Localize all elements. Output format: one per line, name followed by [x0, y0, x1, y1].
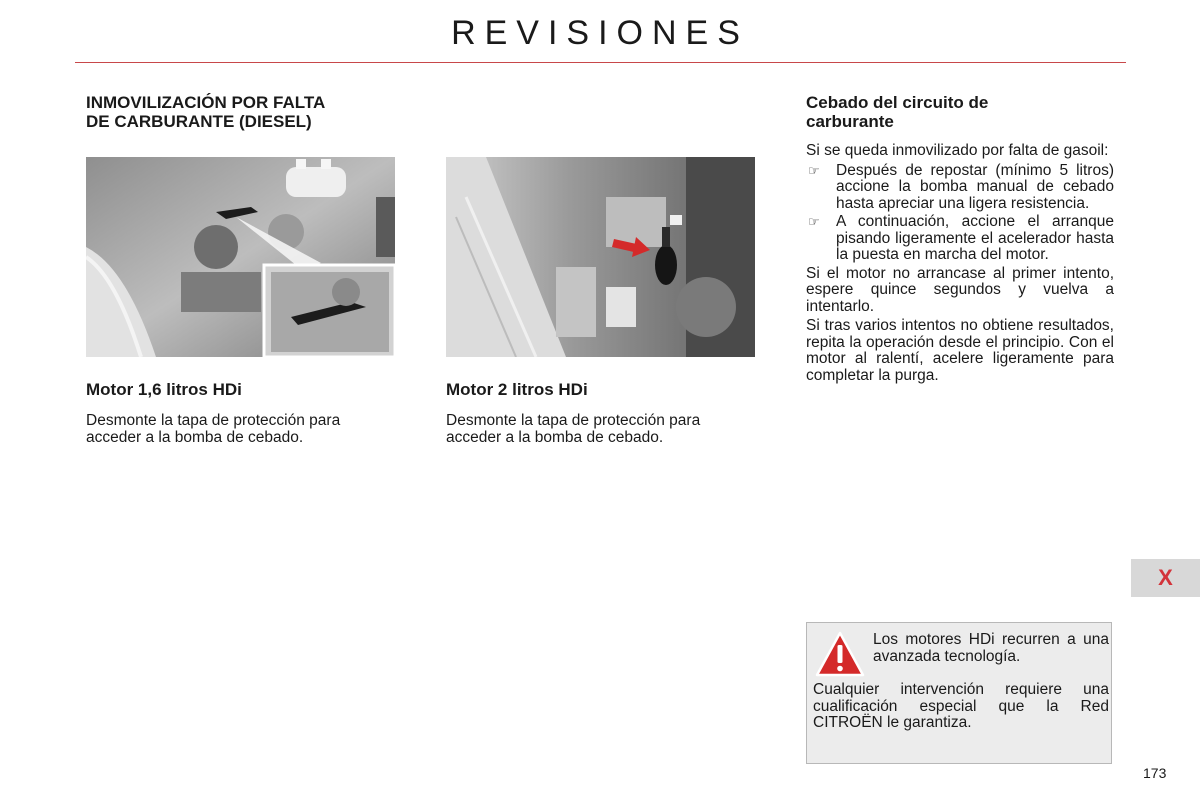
step-text: A continuación, accione el arranque pisando ligeramente el acelerador hasta la puesta en marcha del motor. — [836, 213, 1114, 263]
priming-steps — [806, 163, 1114, 264]
warning-triangle-icon — [815, 631, 865, 677]
engine-photo-2-0 — [446, 157, 755, 357]
engine-1-6-illustration — [86, 157, 395, 357]
priming-heading-line2: carburante — [806, 112, 894, 131]
purge-paragraph: Si tras varios intentos no obtiene resultados, repita la operación desde el principio. Con el motor al ralentí, acelere ligeramente para completar la purga. — [806, 317, 1114, 384]
pointing-hand-icon: ☞ — [808, 214, 820, 229]
engine-photo-1-6 — [86, 157, 395, 357]
motor-2-0-title: Motor 2 litros HDi — [446, 380, 588, 399]
warning-text-1: Los motores HDi recurren a una avanzada tecnología. — [873, 631, 1109, 665]
priming-intro: Si se queda inmovilizado por falta de gasoil: — [806, 142, 1109, 159]
warning-text-2: Cualquier intervención requiere una cualificación especial que la Red CITROËN le garantiza. — [813, 681, 1109, 731]
chapter-tab: X — [1131, 559, 1200, 597]
motor-1-6-text: Desmonte la tapa de protección para acceder a la bomba de cebado. — [86, 412, 341, 446]
section-heading-line2: DE CARBURANTE (DIESEL) — [86, 112, 312, 131]
list-item — [806, 163, 1114, 213]
section-heading — [86, 93, 416, 131]
title-divider — [75, 62, 1126, 63]
priming-instructions — [806, 143, 1114, 387]
priming-heading-line1: Cebado del circuito de — [806, 93, 989, 112]
engine-2-0-illustration — [446, 157, 755, 357]
warning-box — [806, 622, 1112, 764]
motor-2-0-text: Desmonte la tapa de protección para acceder a la bomba de cebado. — [446, 412, 701, 446]
motor-1-6-title: Motor 1,6 litros HDi — [86, 380, 242, 399]
priming-heading — [806, 93, 1106, 131]
page-number: 173 — [1143, 765, 1167, 781]
page-title: REVISIONES — [451, 14, 749, 52]
pointing-hand-icon: ☞ — [808, 162, 820, 178]
step-text: Después de repostar (mínimo 5 litros) accione la bomba manual de cebado hasta apreciar una ligera resistencia. — [836, 161, 1114, 212]
retry-paragraph: Si el motor no arrancase al primer intento, espere quince segundos y vuelva a intentarlo. — [806, 264, 1114, 315]
list-item — [806, 214, 1114, 264]
section-heading-line1: INMOVILIZACIÓN POR FALTA — [86, 93, 326, 112]
